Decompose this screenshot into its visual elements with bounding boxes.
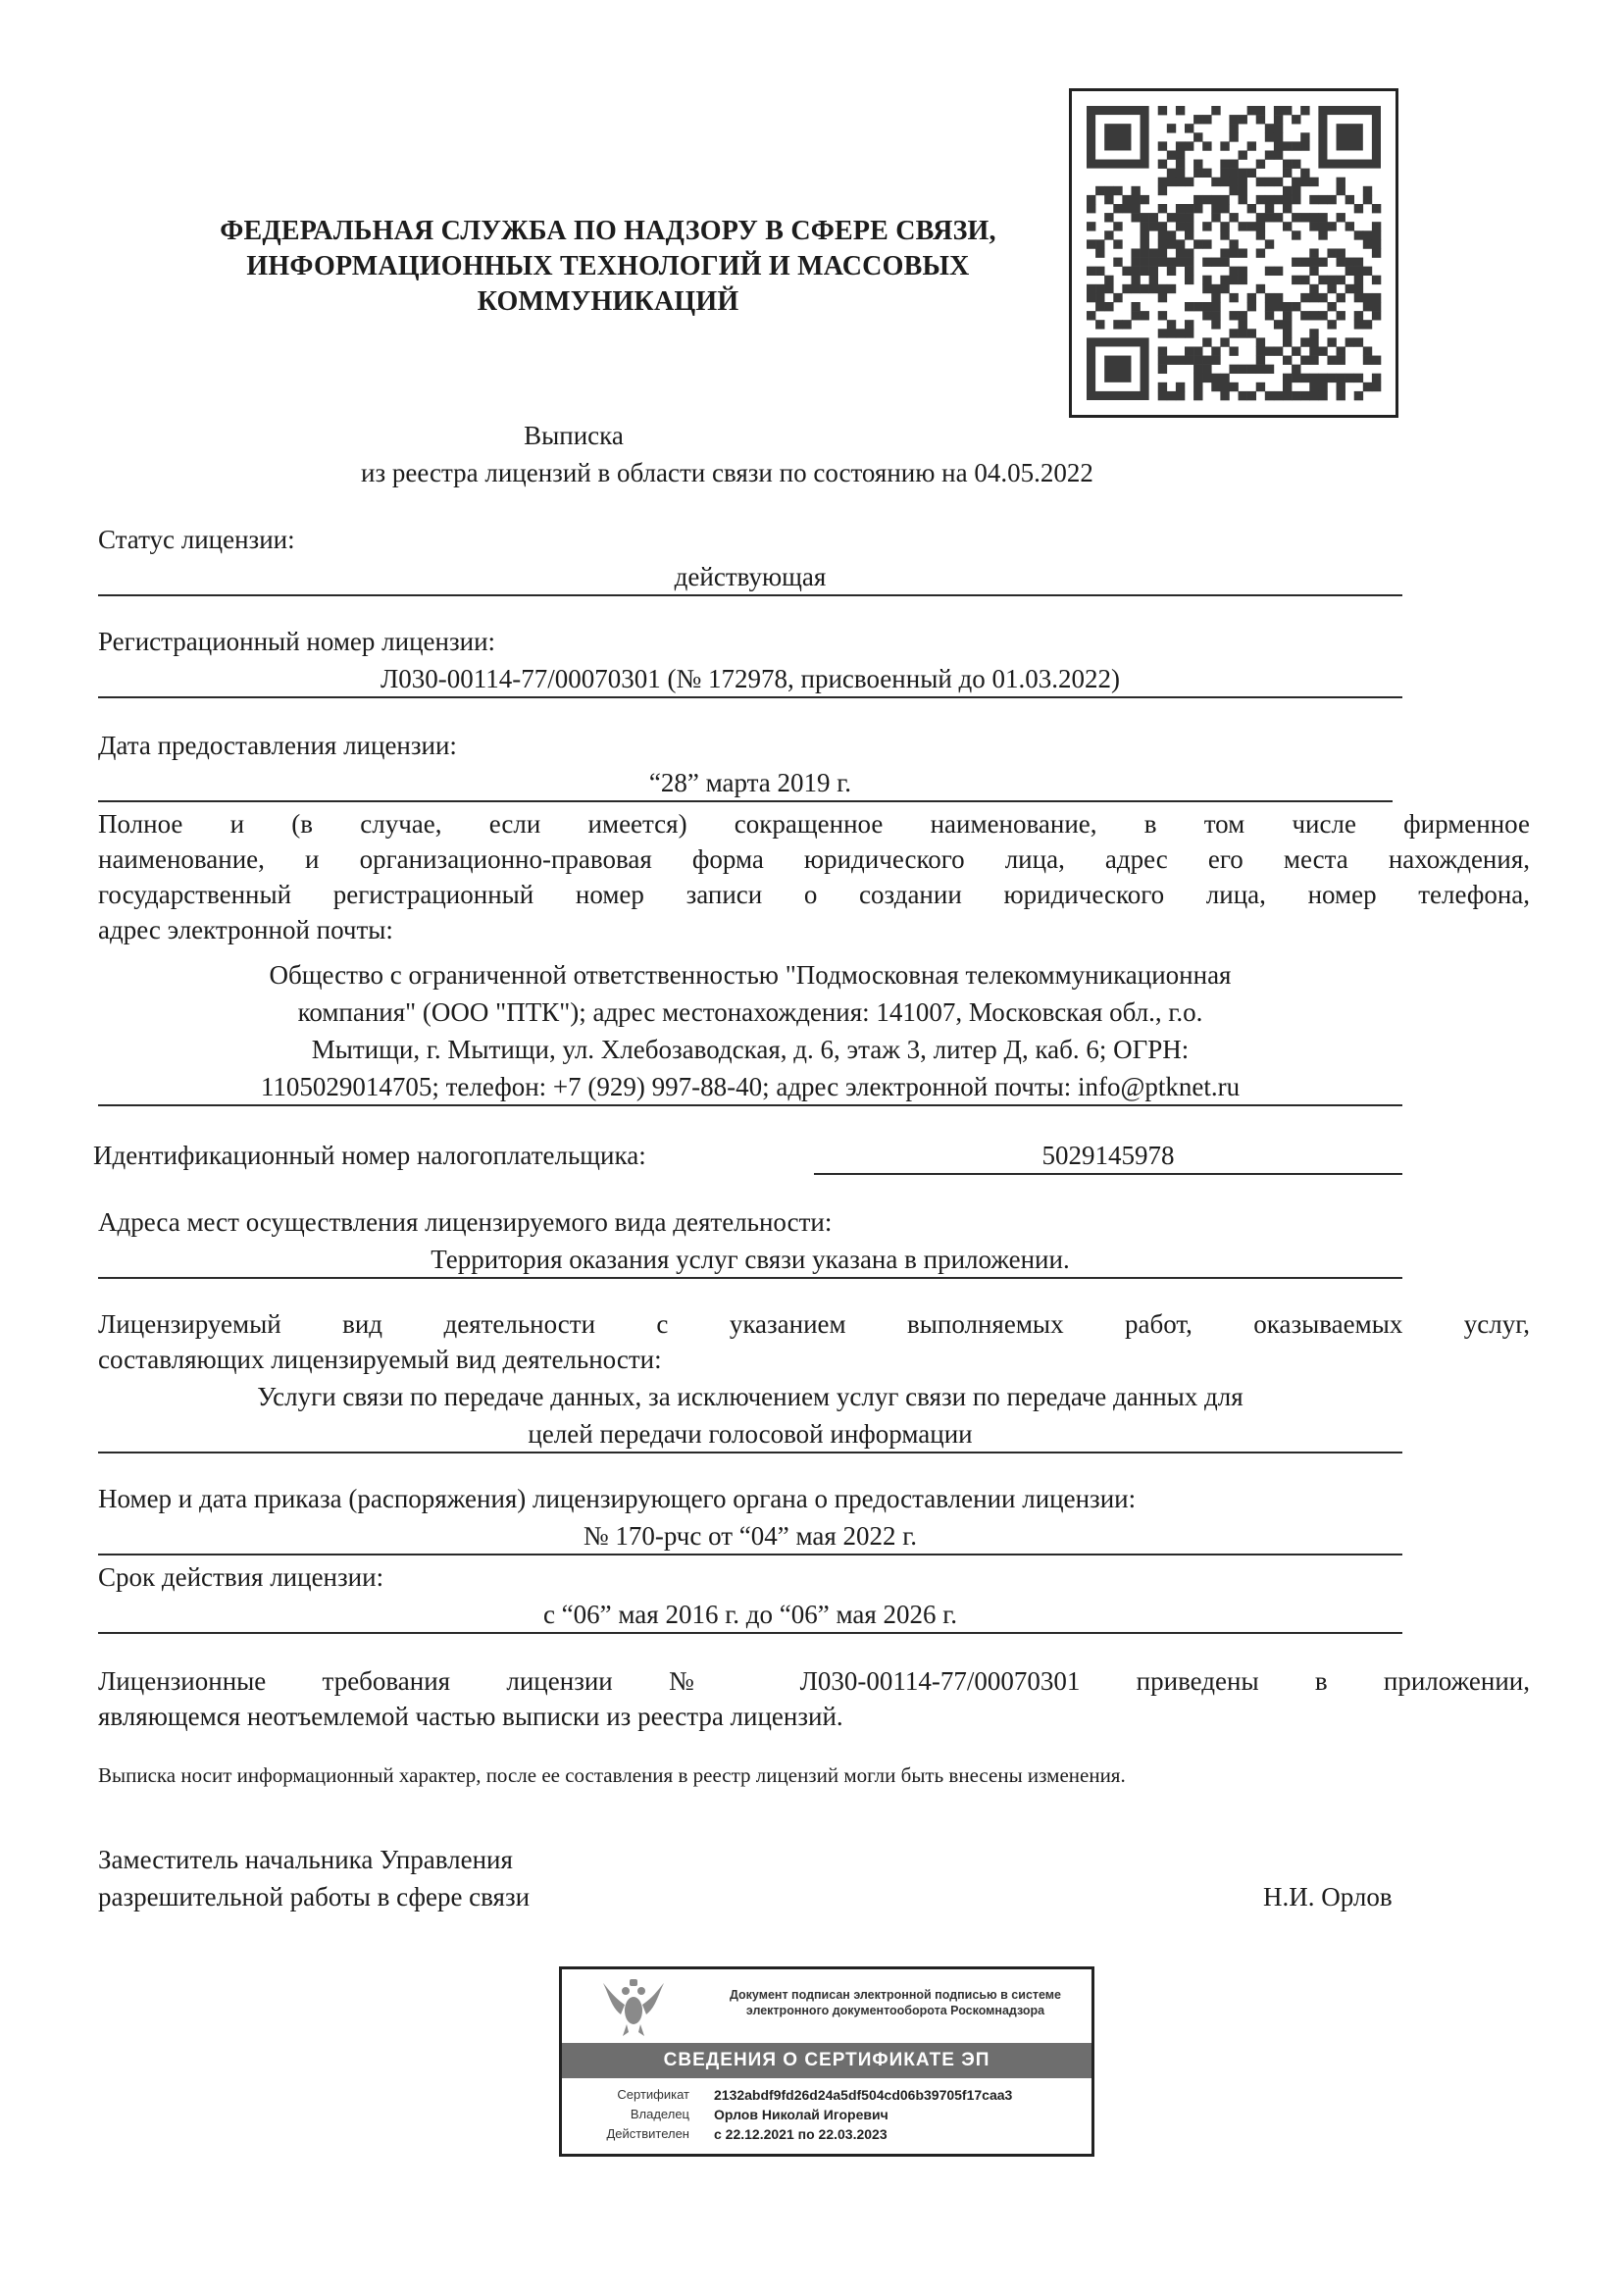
entity-underline <box>98 1104 1402 1106</box>
stamp-row-label: Сертификат <box>617 2087 689 2102</box>
stamp-certificate-band: СВЕДЕНИЯ О СЕРТИФИКАТЕ ЭП <box>562 2043 1091 2078</box>
validity-label: Срок действия лицензии: <box>98 1562 384 1592</box>
stamp-row-value: 2132abdf9fd26d24a5df504cd06b39705f17caa3 <box>714 2087 1013 2103</box>
signatory-position-line-2: разрешительной работы в сфере связи <box>98 1882 531 1912</box>
entity-label-line-4: адрес электронной почты: <box>98 915 393 944</box>
stamp-certificate-rows <box>562 2085 1091 2144</box>
activity-value-line-1: Услуги связи по передаче данных, за исключением услуг связи по передаче данных для <box>257 1382 1243 1411</box>
addresses-label: Адреса мест осуществления лицензируемого вида деятельности: <box>98 1207 833 1237</box>
reg-number-label: Регистрационный номер лицензии: <box>98 627 496 656</box>
stamp-note <box>719 1987 1072 2018</box>
reg-number-value: Л030-00114-77/00070301 (№ 172978, присвоенный до 01.03.2022) <box>380 664 1121 693</box>
agency-header-line-2: ИНФОРМАЦИОННЫХ ТЕХНОЛОГИЙ И МАССОВЫХ <box>246 251 970 281</box>
disclaimer-text: Выписка носит информационный характер, после ее составления в реестр лицензий могли быть внесены изменения. <box>98 1763 1126 1787</box>
entity-value-line-2: компания" (ООО "ПТК"); адрес местонахождения: 141007, Московская обл., г.о. <box>297 997 1203 1027</box>
activity-label-line-1: Лицензируемый вид деятельности с указанием выполняемых работ, оказываемых услуг, <box>98 1309 1530 1339</box>
requirements-line-2: являющемся неотъемлемой частью выписки из реестра лицензий. <box>98 1702 843 1731</box>
validity-value: с “06” мая 2016 г. до “06” мая 2026 г. <box>542 1600 958 1629</box>
agency-header-line-1: ФЕДЕРАЛЬНАЯ СЛУЖБА ПО НАДЗОРУ В СФЕРЕ СВЯЗИ, <box>220 216 996 246</box>
stamp-note-line-2: электронного документооборота Роскомнадзора <box>745 2004 1045 2017</box>
validity-underline <box>98 1632 1402 1634</box>
stamp-note-line-1: Документ подписан электронной подписью в системе <box>729 1988 1062 2002</box>
activity-underline <box>98 1452 1402 1453</box>
stamp-row-owner <box>562 2105 1091 2124</box>
grant-date-value: “28” марта 2019 г. <box>648 768 852 797</box>
grant-date-label: Дата предоставления лицензии: <box>98 731 457 760</box>
signatory-position-line-1: Заместитель начальника Управления <box>98 1845 513 1874</box>
e-signature-stamp <box>559 1966 1094 2157</box>
entity-label-line-3: государственный регистрационный номер записи о создании юридического лица, номер телефона, <box>98 880 1530 909</box>
status-underline <box>98 594 1402 596</box>
stamp-row-label: Владелец <box>630 2107 689 2121</box>
addresses-value: Территория оказания услуг связи указана в приложении. <box>431 1245 1070 1274</box>
requirements-line-1: Лицензионные требования лицензии № Л030-00114-77/00070301 приведены в приложении, <box>98 1666 1530 1696</box>
stamp-row-certificate <box>562 2085 1091 2105</box>
status-value: действующая <box>674 562 827 591</box>
activity-label-line-2: составляющих лицензируемый вид деятельности: <box>98 1345 662 1374</box>
reg-number-underline <box>98 696 1402 698</box>
inn-label: Идентификационный номер налогоплательщика: <box>93 1141 646 1170</box>
activity-value-line-2: целей передачи голосовой информации <box>528 1419 973 1449</box>
agency-header-line-3: КОММУНИКАЦИЙ <box>477 286 739 317</box>
agency-header <box>167 214 1049 320</box>
qr-code-graphic <box>1072 91 1396 415</box>
inn-value: 5029145978 <box>1041 1141 1175 1170</box>
entity-value-line-1: Общество с ограниченной ответственностью "Подмосковная телекоммуникационная <box>269 960 1232 990</box>
document-title: Выписка <box>524 421 624 450</box>
grant-date-underline <box>98 800 1393 802</box>
order-label: Номер и дата приказа (распоряжения) лицензирующего органа о предоставлении лицензии: <box>98 1484 1137 1513</box>
stamp-header <box>562 1969 1091 2043</box>
qr-code-icon <box>1069 88 1398 418</box>
status-label: Статус лицензии: <box>98 525 295 554</box>
stamp-row-valid <box>562 2124 1091 2144</box>
stamp-row-label: Действителен <box>606 2126 689 2141</box>
signatory-name: Н.И. Орлов <box>1263 1882 1393 1912</box>
stamp-row-value: с 22.12.2021 по 22.03.2023 <box>714 2126 888 2142</box>
inn-underline <box>814 1173 1402 1175</box>
entity-value-line-3: Мытищи, г. Мытищи, ул. Хлебозаводская, д. 6, этаж 3, литер Д, каб. 6; ОГРН: <box>311 1035 1190 1064</box>
addresses-underline <box>98 1277 1402 1279</box>
order-value: № 170-рчс от “04” мая 2022 г. <box>583 1521 918 1551</box>
entity-label-line-1: Полное и (в случае, если имеется) сокращенное наименование, в том числе фирменное <box>98 809 1530 839</box>
entity-value-line-4: 1105029014705; телефон: +7 (929) 997-88-40; адрес электронной почты: info@ptknet.ru <box>260 1072 1241 1101</box>
entity-label-line-2: наименование, и организационно-правовая форма юридического лица, адрес его места нахождения, <box>98 844 1530 874</box>
order-underline <box>98 1554 1402 1555</box>
double-headed-eagle-emblem-icon <box>599 1977 668 2038</box>
document-subtitle: из реестра лицензий в области связи по состоянию на 04.05.2022 <box>361 458 1093 487</box>
stamp-row-value: Орлов Николай Игоревич <box>714 2107 888 2122</box>
